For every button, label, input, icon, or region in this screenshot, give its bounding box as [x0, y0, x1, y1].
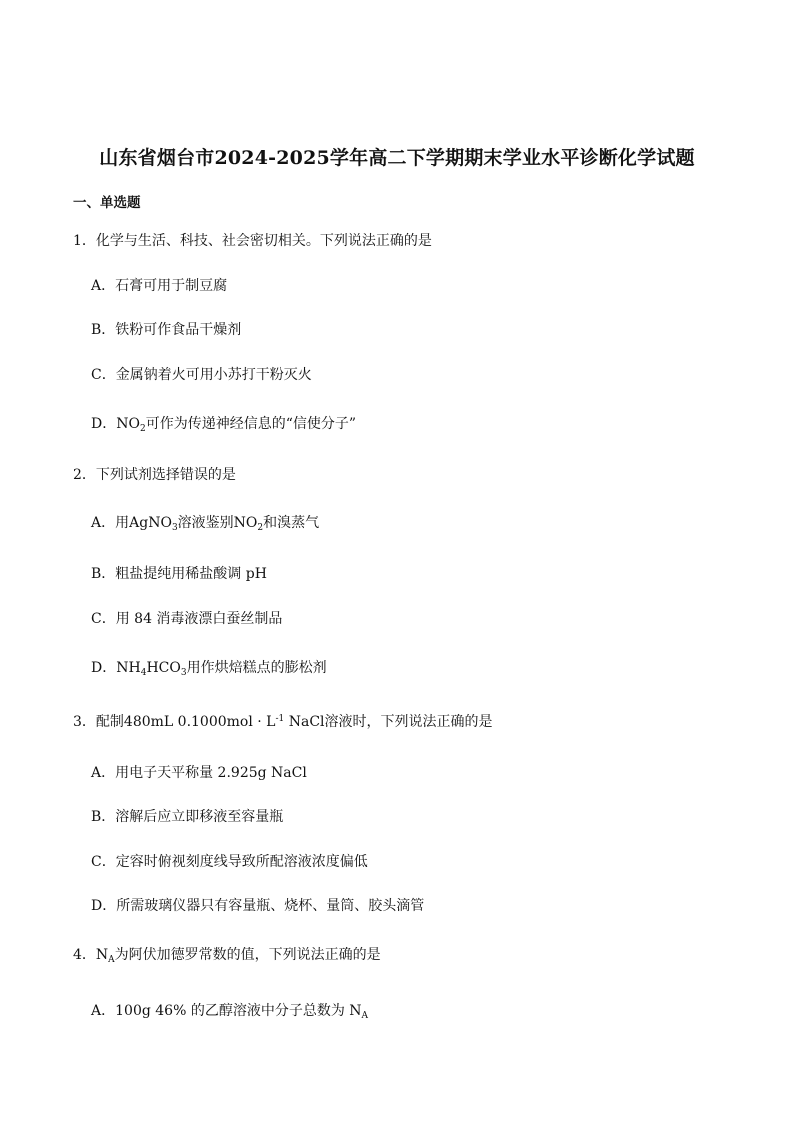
question-3-option-b: B．溶解后应立即移液至容量瓶	[91, 809, 284, 825]
question-3-option-a: A．用电子天平称量 2.925g NaCl	[91, 765, 307, 781]
question-2-option-a: A．用AgNO$_3$溶液鉴别$NO_2$和溴蒸气	[91, 515, 320, 533]
page-title: 山东省烟台市2024-2025学年高二下学期期末学业水平诊断化学试题	[99, 147, 695, 169]
question-3-option-c: C．定容时俯视刻度线导致所配溶液浓度偏低	[91, 854, 368, 870]
question-1-option-b: B．铁粉可作食品干燥剂	[91, 322, 242, 338]
question-1-option-d	[91, 415, 356, 433]
option-d-text: 可作为传递神经信息的“信使分子”	[145, 416, 357, 432]
question-4-option-a: A．100g 46% 的乙醇溶液中分子总数为 $N_A$	[91, 1003, 369, 1021]
option-d-prefix: D．	[91, 416, 117, 432]
question-4-stem: 4．$N_A$为阿伏加德罗常数的值，下列说法正确的是	[73, 947, 381, 965]
concentration-expression: 480mL $0.1000mol \cdot L^{-1}$ NaCl	[123, 714, 325, 730]
formula-agno3: AgNO$_3$	[129, 515, 178, 533]
formula-nh4hco3: $NH_4HCO_3$	[116, 660, 187, 678]
question-1-option-a: A．石膏可用于制豆腐	[91, 278, 228, 294]
question-2-stem: 2．下列试剂选择错误的是	[73, 467, 236, 483]
question-1-option-c: C．金属钠着火可用小苏打干粉灭火	[91, 367, 312, 383]
question-1-stem: 1．化学与生活、科技、社会密切相关。下列说法正确的是	[73, 233, 432, 249]
formula-no2: $NO_2$	[116, 416, 146, 434]
question-2-option-b: B．粗盐提纯用稀盐酸调 pH	[91, 566, 267, 582]
avogadro-symbol: $N_A$	[95, 947, 115, 965]
formula-no2: $NO_2$	[233, 515, 264, 533]
question-2-option-c: C．用 84 消毒液漂白蚕丝制品	[91, 611, 283, 627]
question-3-option-d: D．所需玻璃仪器只有容量瓶、烧杯、量筒、胶头滴管	[91, 898, 425, 914]
question-3-stem: 3．配制480mL $0.1000mol \cdot L^{-1}$ NaCl溶液时，下列说法正确的是	[73, 714, 493, 730]
question-2-option-d: D．$NH_4HCO_3$用作烘焙糕点的膨松剂	[91, 660, 327, 678]
section-heading: 一、单选题	[73, 195, 141, 211]
